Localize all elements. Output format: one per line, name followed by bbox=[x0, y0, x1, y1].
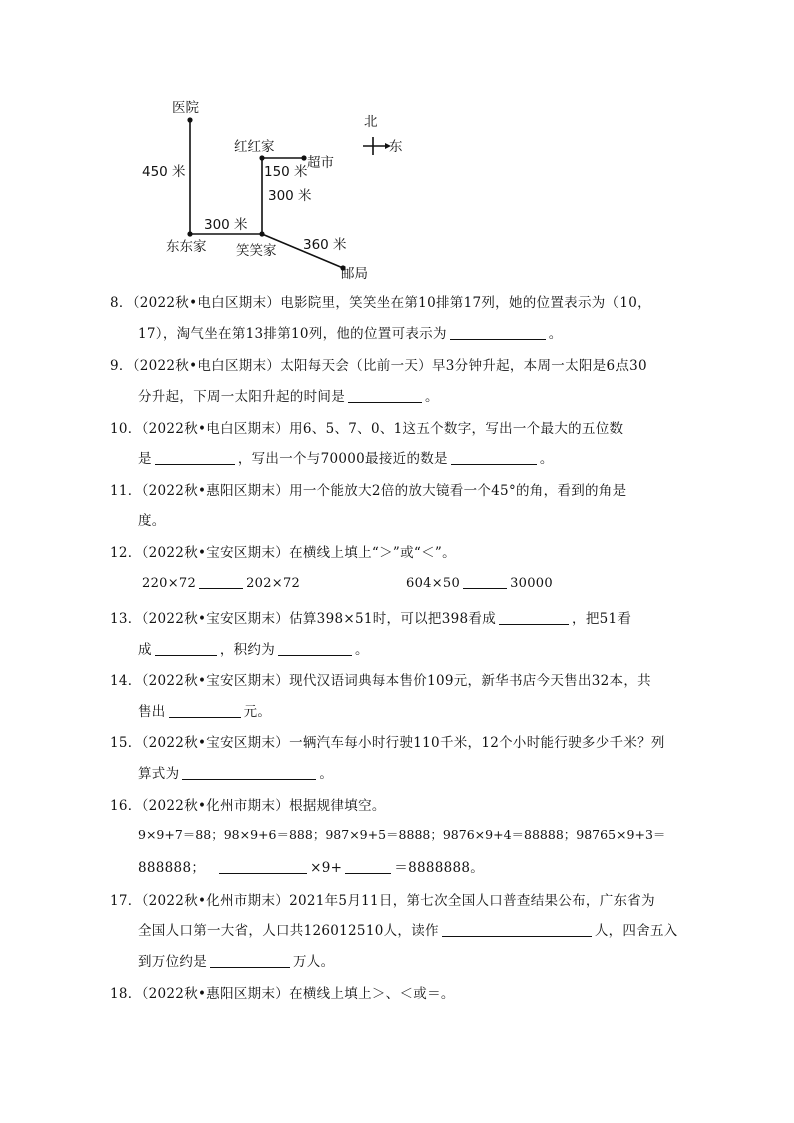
answer-blank[interactable] bbox=[442, 922, 592, 937]
honghong-label: 红红家 bbox=[234, 139, 275, 155]
supermarket-point bbox=[301, 155, 306, 160]
north-label: 北 bbox=[364, 114, 378, 130]
question-text: 用6、5、7、0、1这五个数字，写出一个最大的五位数 bbox=[289, 421, 624, 437]
answer-blank[interactable] bbox=[345, 859, 391, 874]
distance-150: 150 米 bbox=[264, 164, 308, 180]
question-text: 到万位约是 bbox=[138, 954, 207, 970]
question-text: ＝8888888。 bbox=[394, 860, 485, 876]
question-text: 人，四舍五入 bbox=[594, 923, 678, 939]
dongdong-label: 东东家 bbox=[166, 239, 207, 255]
question-source: （2022秋•电白区期末） bbox=[132, 358, 281, 374]
hospital-label: 医院 bbox=[172, 100, 199, 116]
question-text: 成 bbox=[138, 642, 152, 658]
question-16 bbox=[110, 794, 690, 814]
hospital-point bbox=[187, 117, 192, 122]
question-text: 估算398×51时，可以把398看成 bbox=[289, 611, 497, 627]
expression: 604×50 bbox=[406, 576, 461, 591]
question-source: （2022秋•化州市期末） bbox=[141, 893, 290, 909]
question-text: 元。 bbox=[243, 704, 272, 720]
question-text: 17），淘气坐在第13排第10列，他的位置可表示为 bbox=[138, 326, 447, 342]
question-17-line3 bbox=[138, 950, 718, 970]
question-text: 分升起，下周一太阳升起的时间是 bbox=[138, 389, 345, 405]
distance-360: 360 米 bbox=[303, 237, 347, 253]
question-text: 。 bbox=[548, 326, 563, 342]
question-number: 15． bbox=[110, 735, 142, 751]
question-12 bbox=[110, 541, 690, 561]
question-10-line2 bbox=[138, 447, 718, 467]
question-text: 售出 bbox=[138, 704, 166, 720]
question-text: 888888； bbox=[138, 860, 206, 876]
question-9-line2 bbox=[138, 385, 718, 405]
dongdong-point bbox=[187, 231, 192, 236]
distance-300-vertical: 300 米 bbox=[268, 188, 312, 204]
question-source: （2022秋•宝安区期末） bbox=[141, 673, 290, 689]
question-source: （2022秋•电白区期末） bbox=[132, 295, 281, 311]
question-text: 。 bbox=[539, 451, 554, 467]
question-16-line3 bbox=[138, 856, 718, 876]
question-text: 是 bbox=[138, 451, 152, 467]
question-text: 。 bbox=[355, 642, 369, 658]
question-11-line2 bbox=[138, 509, 718, 529]
question-text: 。 bbox=[425, 389, 439, 405]
question-18 bbox=[110, 982, 690, 1002]
question-text: 算式为 bbox=[138, 766, 180, 782]
question-15-line2 bbox=[138, 762, 718, 782]
question-14-line2 bbox=[138, 700, 718, 720]
question-text: 9×9+7＝88；98×9+6＝888；987×9+5＝8888；9876×9+4＝88888；98765×9+3＝ bbox=[138, 827, 666, 842]
answer-blank[interactable] bbox=[451, 450, 537, 465]
answer-blank[interactable] bbox=[155, 450, 235, 465]
question-13 bbox=[110, 607, 690, 627]
question-14 bbox=[110, 669, 690, 689]
honghong-point bbox=[259, 155, 264, 160]
question-text: 在横线上填上“＞”或“＜”。 bbox=[289, 545, 456, 561]
question-number: 18． bbox=[110, 986, 142, 1002]
supermarket-label: 超市 bbox=[307, 155, 334, 171]
question-9 bbox=[110, 354, 690, 374]
answer-blank[interactable] bbox=[278, 641, 352, 656]
question-text: 全国人口第一大省，人口共126012510人，读作 bbox=[138, 923, 439, 939]
question-number: 10． bbox=[110, 421, 142, 437]
question-15 bbox=[110, 731, 690, 751]
question-12-expr2 bbox=[406, 574, 606, 591]
question-number: 17． bbox=[110, 893, 142, 909]
question-16-line2 bbox=[138, 825, 718, 843]
expression: 220×72 bbox=[142, 576, 197, 591]
direction-map bbox=[130, 92, 420, 284]
question-number: 12． bbox=[110, 545, 142, 561]
answer-blank[interactable] bbox=[199, 574, 243, 589]
question-text: 太阳每天会（比前一天）早3分钟升起，本周一太阳是6点30 bbox=[280, 358, 647, 374]
answer-blank[interactable] bbox=[182, 765, 316, 780]
question-text: 现代汉语词典每本售价109元，新华书店今天售出32本，共 bbox=[289, 673, 651, 689]
question-source: （2022秋•电白区期末） bbox=[141, 421, 290, 437]
answer-blank[interactable] bbox=[210, 953, 290, 968]
xiaoxiao-point bbox=[259, 231, 264, 236]
answer-blank[interactable] bbox=[463, 574, 507, 589]
question-13-line2 bbox=[138, 638, 718, 658]
question-source: （2022秋•化州市期末） bbox=[141, 798, 290, 814]
question-text: ×9+ bbox=[310, 860, 343, 876]
question-number: 13． bbox=[110, 611, 142, 627]
question-text: 万人。 bbox=[293, 954, 335, 970]
question-11 bbox=[110, 479, 690, 499]
question-text: 度。 bbox=[138, 513, 166, 529]
expression: 202×72 bbox=[246, 576, 301, 591]
question-text: 电影院里，笑笑坐在第10排第17列，她的位置表示为（10， bbox=[280, 295, 651, 311]
answer-blank[interactable] bbox=[219, 859, 307, 874]
answer-blank[interactable] bbox=[499, 610, 569, 625]
question-text: 2021年5月11日，第七次全国人口普查结果公布，广东省为 bbox=[289, 893, 655, 909]
answer-blank[interactable] bbox=[155, 641, 217, 656]
east-label: 东 bbox=[389, 139, 403, 155]
post-office-label: 邮局 bbox=[341, 266, 368, 282]
question-number: 16． bbox=[110, 798, 142, 814]
answer-blank[interactable] bbox=[169, 703, 241, 718]
question-number: 9． bbox=[110, 358, 133, 374]
question-17-line2 bbox=[138, 919, 718, 939]
question-text: 在横线上填上＞、＜或＝。 bbox=[289, 986, 455, 1002]
question-source: （2022秋•宝安区期末） bbox=[141, 735, 290, 751]
answer-blank[interactable] bbox=[450, 325, 546, 340]
question-text: 用一个能放大2倍的放大镜看一个45°的角，看到的角是 bbox=[289, 483, 627, 499]
xiaoxiao-label: 笑笑家 bbox=[236, 243, 277, 259]
question-source: （2022秋•宝安区期末） bbox=[141, 545, 290, 561]
question-8 bbox=[110, 291, 690, 311]
answer-blank[interactable] bbox=[348, 388, 422, 403]
question-17 bbox=[110, 889, 690, 909]
distance-450: 450 米 bbox=[142, 164, 186, 180]
question-text: 。 bbox=[319, 766, 334, 782]
question-text: ，写出一个与70000最接近的数是 bbox=[237, 451, 448, 467]
question-text: 一辆汽车每小时行驶110千米，12个小时能行驶多少千米？列 bbox=[289, 735, 665, 751]
expression: 30000 bbox=[510, 576, 553, 591]
distance-300-horizontal: 300 米 bbox=[204, 217, 248, 233]
question-number: 11． bbox=[110, 483, 142, 499]
question-number: 14． bbox=[110, 673, 142, 689]
question-text: ，把51看 bbox=[572, 611, 632, 627]
question-source: （2022秋•宝安区期末） bbox=[141, 611, 290, 627]
question-10 bbox=[110, 417, 690, 437]
question-text: 根据规律填空。 bbox=[289, 798, 386, 814]
question-8-line2 bbox=[138, 322, 718, 342]
question-text: ，积约为 bbox=[219, 642, 276, 658]
question-number: 8． bbox=[110, 295, 133, 311]
question-source: （2022秋•惠阳区期末） bbox=[141, 483, 290, 499]
question-source: （2022秋•惠阳区期末） bbox=[141, 986, 290, 1002]
